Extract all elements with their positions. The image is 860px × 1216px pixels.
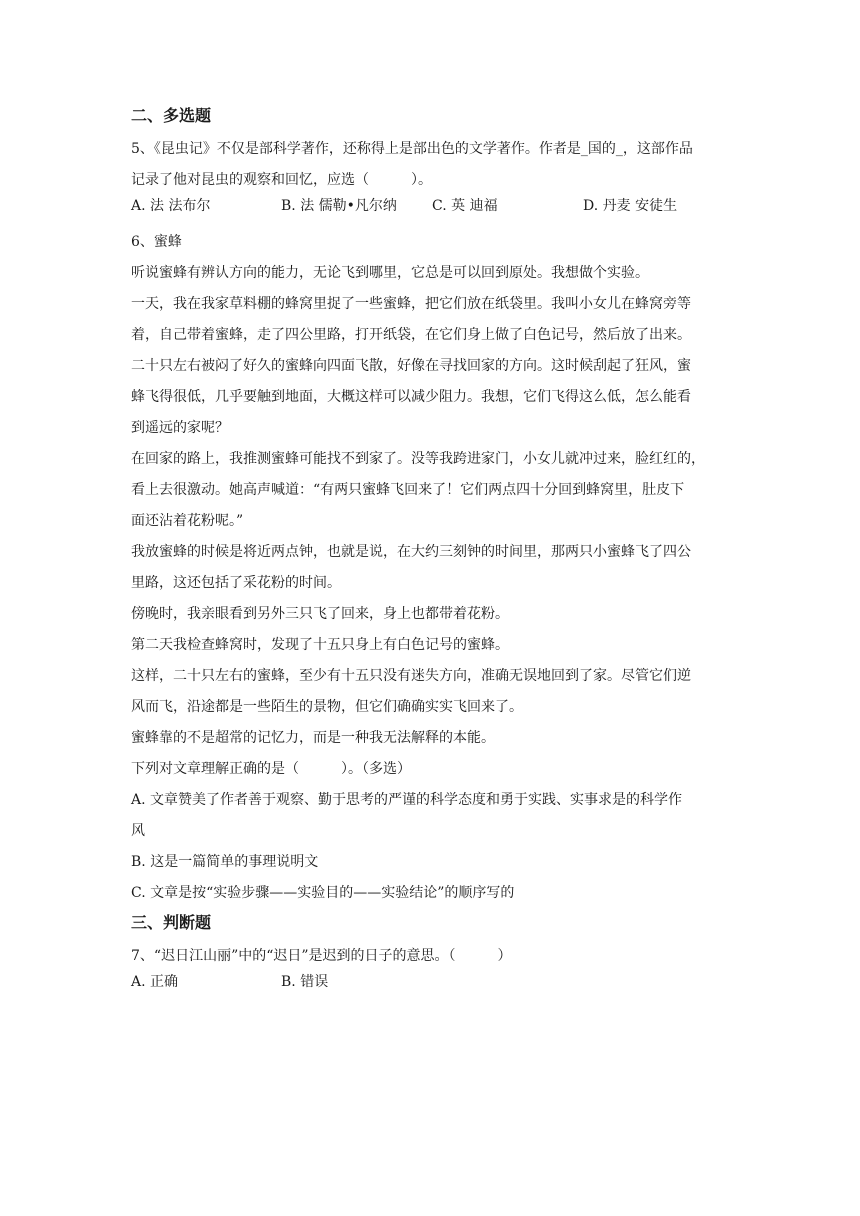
question-6-option-a-cont[interactable]: 风 — [131, 823, 145, 839]
exam-page — [131, 104, 731, 1003]
passage-line: 在回家的路上，我推测蜜蜂可能找不到家了。没等我跨进家门，小女儿就冲过来，脸红红的， — [131, 451, 705, 467]
question-5-option-a[interactable]: A. 法 法布尔 — [131, 198, 211, 214]
question-7-option-a[interactable]: A. 正确 — [131, 974, 179, 990]
question-5-line-2: 记录了他对昆虫的观察和回忆，应选（ ）。 — [131, 172, 432, 188]
question-5-option-c[interactable]: C. 英 迪福 — [432, 198, 498, 214]
question-7-options — [131, 972, 731, 1003]
question-7-option-b[interactable]: B. 错误 — [281, 974, 329, 990]
passage-line: 这样，二十只左右的蜜蜂，至少有十五只没有迷失方向，准确无误地回到了家。尽管它们逆 — [131, 668, 691, 684]
question-6-prompt: 下列对文章理解正确的是（ ）。（多选） — [131, 761, 411, 777]
passage-line: 里路，这还包括了采花粉的时间。 — [131, 575, 341, 591]
passage-line: 风而飞，沿途都是一些陌生的景物，但它们确确实实飞回来了。 — [131, 699, 523, 715]
question-5-option-d[interactable]: D. 丹麦 安徒生 — [583, 198, 678, 214]
question-6-option-b[interactable]: B. 这是一篇简单的事理说明文 — [131, 854, 319, 870]
question-6-heading: 6、蜜蜂 — [131, 234, 182, 250]
passage-line: 听说蜜蜂有辨认方向的能力，无论飞到哪里，它总是可以回到原处。我想做个实验。 — [131, 265, 649, 281]
passage-line: 到遥远的家呢？ — [131, 420, 229, 436]
question-5 — [131, 134, 731, 227]
passage-line: 第二天我检查蜂窝时，发现了十五只身上有白色记号的蜜蜂。 — [131, 637, 509, 653]
section-title-true-false: 三、判断题 — [131, 913, 212, 932]
passage-line: 看上去很激动。她高声喊道：“有两只蜜蜂飞回来了！它们两点四十分回到蜂窝里，肚皮下 — [131, 482, 685, 498]
passage-line: 我放蜜蜂的时候是将近两点钟，也就是说，在大约三刻钟的时间里，那两只小蜜蜂飞了四公 — [131, 544, 691, 560]
question-5-line-1: 5、《昆虫记》不仅是部科学著作，还称得上是部出色的文学著作。作者是_国的_，这部作品 — [131, 141, 693, 157]
passage-line: 着，自己带着蜜蜂，走了四公里路，打开纸袋，在它们身上做了白色记号，然后放了出来。 — [131, 327, 691, 343]
passage-line: 一天，我在我家草料棚的蜂窝里捉了一些蜜蜂，把它们放在纸袋里。我叫小女儿在蜂窝旁等 — [131, 296, 691, 312]
question-5-options — [131, 196, 731, 227]
passage-line: 面还沾着花粉呢。” — [131, 513, 244, 529]
question-6-option-a[interactable]: A. 文章赞美了作者善于观察、勤于思考的严谨的科学态度和勇于实践、实事求是的科学作 — [131, 792, 683, 808]
question-6-option-c[interactable]: C. 文章是按“实验步骤——实验目的——实验结论”的顺序写的 — [131, 885, 515, 901]
question-7-line-1: 7、“迟日江山丽”中的“迟日”是迟到的日子的意思。（ ） — [131, 948, 512, 964]
question-7 — [131, 941, 731, 1003]
passage-line: 蜂飞得很低，几乎要触到地面，大概这样可以减少阻力。我想，它们飞得这么低，怎么能看 — [131, 389, 691, 405]
passage-line: 蜜蜂靠的不是超常的记忆力，而是一种我无法解释的本能。 — [131, 730, 495, 746]
question-5-option-b[interactable]: B. 法 儒勒•凡尔纳 — [281, 198, 397, 214]
passage-line: 傍晚时，我亲眼看到另外三只飞了回来，身上也都带着花粉。 — [131, 606, 509, 622]
question-6 — [131, 227, 731, 909]
section-title-multiple-choice: 二、多选题 — [131, 106, 212, 125]
passage-line: 二十只左右被闷了好久的蜜蜂向四面飞散，好像在寻找回家的方向。这时候刮起了狂风，蜜 — [131, 358, 691, 374]
